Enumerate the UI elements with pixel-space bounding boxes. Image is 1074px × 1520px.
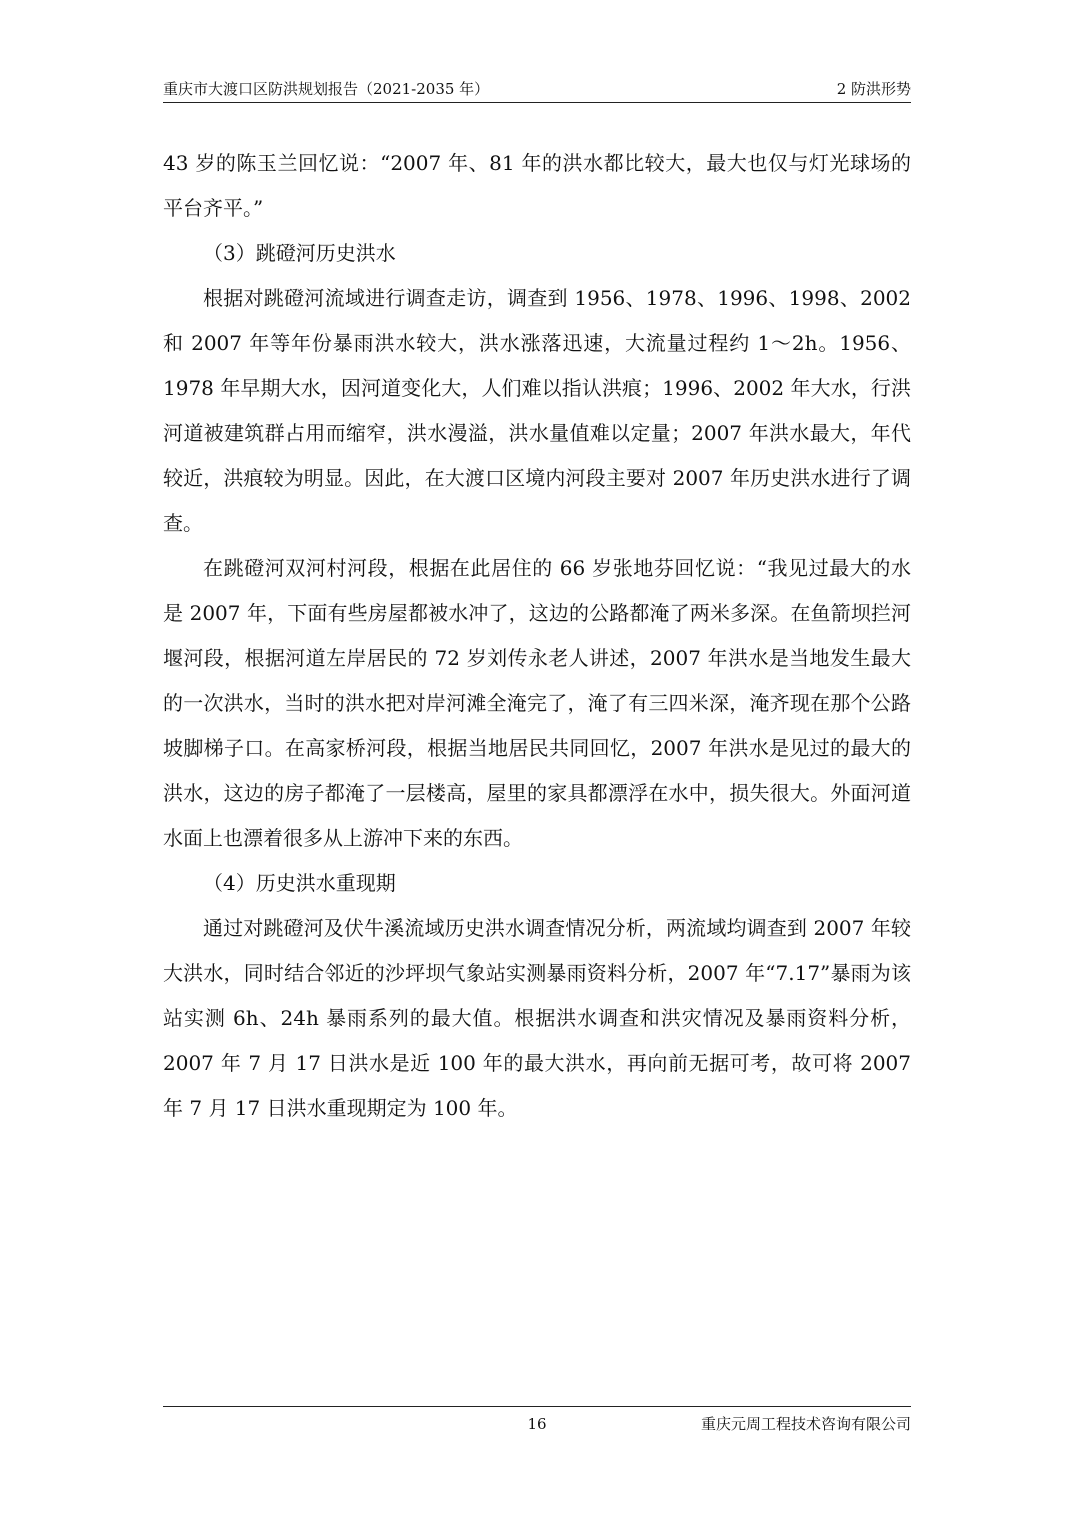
section-heading-4: （4）历史洪水重现期: [203, 871, 396, 895]
section-heading-3: （3）跳磴河历史洪水: [203, 241, 396, 265]
paragraph-quote-continuation: 43 岁的陈玉兰回忆说：“2007 年、81 年的洪水都比较大，最大也仅与灯光球场的平台齐平。”: [163, 151, 911, 220]
paragraph-resident-accounts: 在跳磴河双河村河段，根据在此居住的 66 岁张地芬回忆说：“我见过最大的水是 2007 年，下面有些房屋都被水冲了，这边的公路都淹了两米多深。在鱼箭坝拦河堰河段，根据河道左岸居民的 72 岁刘传永老人讲述，2007 年洪水是当地发生最大的一次洪水，当时的洪水把对岸河滩全淹完了，淹了有三四米深，淹齐现在那个公路坡脚梯子口。在高家桥河段，根据当地居民共同回忆，2007 年洪水是见过的最大的洪水，这边的房子都淹了一层楼高，屋里的家具都漂浮在水中，损失很大。外面河道水面上也漂着很多从上游冲下来的东西。: [163, 556, 911, 850]
page-number: 16: [527, 1415, 547, 1433]
paragraph-tiaodeng-survey: 根据对跳磴河流域进行调查走访，调查到 1956、1978、1996、1998、2002 和 2007 年等年份暴雨洪水较大，洪水涨落迅速，大流量过程约 1～2h。1956、1978 年早期大水，因河道变化大，人们难以指认洪痕；1996、2002 年大水，行洪河道被建筑群占用而缩窄，洪水漫溢，洪水量值难以定量；2007 年洪水最大，年代较近，洪痕较为明显。因此，在大渡口区境内河段主要对 2007 年历史洪水进行了调查。: [163, 286, 911, 535]
page-footer: [163, 1406, 911, 1437]
header-title: 重庆市大渡口区防洪规划报告（2021-2035 年）: [163, 80, 490, 98]
page-header: [163, 76, 911, 103]
header-section: 2 防洪形势: [836, 80, 911, 98]
footer-company: 重庆元周工程技术咨询有限公司: [700, 1415, 911, 1433]
page-body: [163, 141, 911, 1131]
paragraph-return-period: 通过对跳磴河及伏牛溪流域历史洪水调查情况分析，两流域均调查到 2007 年较大洪水，同时结合邻近的沙坪坝气象站实测暴雨资料分析，2007 年“7.17”暴雨为该站实测 6h、24h 暴雨系列的最大值。根据洪水调查和洪灾情况及暴雨资料分析，2007 年 7 月 17 日洪水是近 100 年的最大洪水，再向前无据可考，故可将 2007 年 7 月 17 日洪水重现期定为 100 年。: [163, 916, 911, 1120]
